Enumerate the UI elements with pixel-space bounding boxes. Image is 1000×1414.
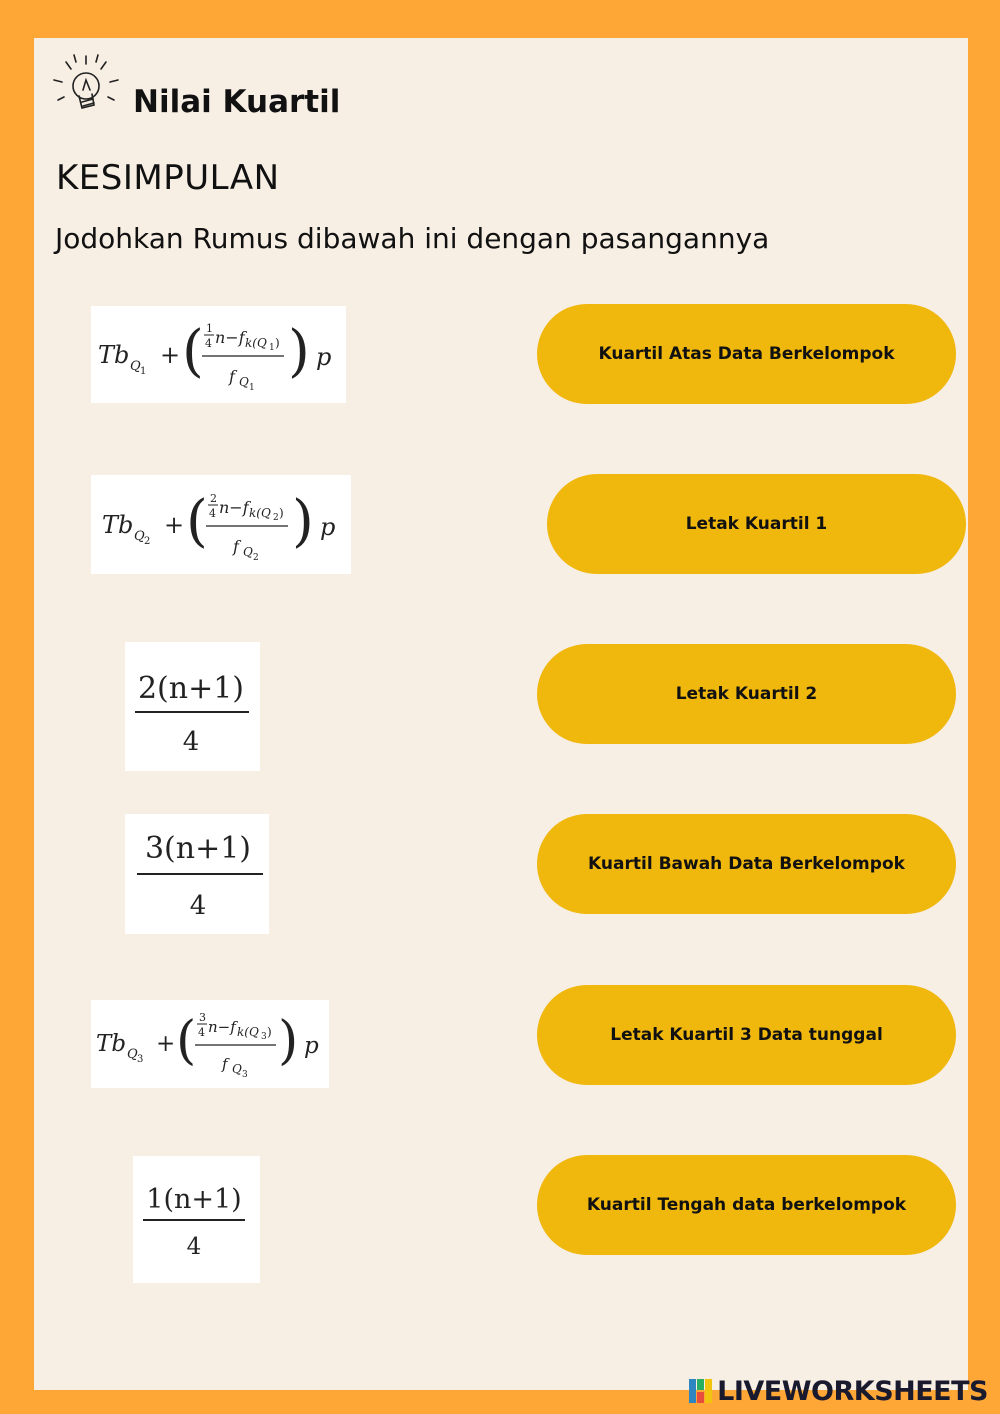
formula-quartile-1-grouped[interactable] [91, 306, 346, 403]
svg-text:1: 1 [268, 342, 275, 353]
svg-text:4: 4 [208, 506, 216, 520]
formula-4-numerator: 3(n+1) [144, 831, 252, 866]
svg-text:n−f: n−f [208, 1018, 236, 1036]
option-kuartil-atas-berkelompok[interactable]: Kuartil Atas Data Berkelompok [537, 304, 956, 404]
liveworksheets-logo [689, 1376, 988, 1406]
svg-text:n−f: n−f [214, 327, 245, 347]
formula-quartile-2-grouped[interactable] [91, 475, 351, 574]
svg-text:Q: Q [242, 544, 253, 559]
option-letak-kuartil-1[interactable]: Letak Kuartil 1 [547, 474, 966, 574]
svg-text:k(Q: k(Q [237, 1025, 259, 1039]
svg-text:1: 1 [248, 382, 255, 393]
svg-text:): ) [278, 505, 284, 520]
svg-text:p: p [319, 512, 335, 541]
formula-4-denominator: 4 [189, 891, 207, 921]
option-letak-kuartil-2[interactable]: Letak Kuartil 2 [537, 644, 956, 744]
svg-text:Tb: Tb [96, 1031, 127, 1057]
svg-text:f: f [222, 1055, 228, 1073]
svg-text:k(Q: k(Q [248, 505, 271, 520]
liveworksheets-logo-icon [689, 1379, 713, 1403]
formula-letak-3[interactable] [125, 814, 269, 934]
svg-text:Tb: Tb [97, 340, 129, 369]
formula-3-numerator: 2(n+1) [137, 671, 245, 706]
option-letak-kuartil-3-tunggal[interactable]: Letak Kuartil 3 Data tunggal [537, 985, 956, 1085]
option-kuartil-tengah-berkelompok[interactable]: Kuartil Tengah data berkelompok [537, 1155, 956, 1255]
svg-text:+: + [163, 510, 184, 539]
formula-6-denominator: 4 [186, 1234, 202, 1260]
svg-text:(: ( [181, 318, 204, 384]
svg-text:Q: Q [238, 374, 249, 389]
option-kuartil-bawah-berkelompok[interactable]: Kuartil Bawah Data Berkelompok [537, 814, 956, 914]
svg-text:Q: Q [127, 1047, 138, 1062]
svg-text:): ) [274, 335, 280, 350]
svg-text:k(Q: k(Q [244, 335, 267, 350]
formula-3-denominator: 4 [182, 727, 200, 757]
logo-text: LIVEWORKSHEETS [717, 1375, 988, 1407]
svg-text:4: 4 [198, 1026, 205, 1039]
formula-letak-2[interactable] [125, 642, 260, 771]
formula-2-coef: 2 [209, 491, 217, 505]
svg-text:3: 3 [242, 1070, 248, 1080]
formula-6-numerator: 1(n+1) [146, 1184, 242, 1215]
svg-text:p: p [315, 342, 331, 371]
svg-text:): ) [287, 318, 310, 384]
lightbulb-icon [48, 50, 120, 122]
formula-1-coef: 1 [205, 321, 213, 335]
svg-text:2: 2 [272, 512, 279, 523]
formula-quartile-3-grouped[interactable] [91, 1000, 329, 1088]
svg-text:2: 2 [252, 552, 259, 563]
svg-text:+: + [159, 340, 180, 369]
svg-text:Tb: Tb [101, 510, 133, 539]
svg-text:): ) [278, 1011, 299, 1071]
svg-text:Q: Q [133, 528, 145, 544]
svg-text:(: ( [185, 488, 208, 554]
svg-text:3: 3 [261, 1032, 267, 1042]
formula-5-coef: 3 [199, 1011, 206, 1024]
svg-text:f: f [232, 536, 239, 556]
formula-1-sub: 1 [139, 365, 146, 377]
svg-text:f: f [228, 366, 235, 386]
svg-text:p: p [304, 1033, 319, 1059]
page-title: Nilai Kuartil [133, 84, 341, 120]
instruction-text: Jodohkan Rumus dibawah ini dengan pasangannya [55, 222, 770, 255]
formula-2-sub: 2 [143, 535, 150, 547]
svg-text:+: + [156, 1031, 176, 1057]
formula-5-sub: 3 [137, 1054, 144, 1065]
section-heading: KESIMPULAN [56, 158, 280, 198]
svg-text:): ) [267, 1025, 272, 1039]
svg-text:): ) [291, 488, 314, 554]
svg-text:n−f: n−f [218, 497, 249, 517]
svg-text:Q: Q [129, 358, 141, 374]
svg-text:(: ( [176, 1011, 197, 1071]
svg-text:Q: Q [232, 1062, 242, 1076]
svg-text:4: 4 [204, 336, 212, 350]
formula-letak-1[interactable] [133, 1156, 260, 1283]
